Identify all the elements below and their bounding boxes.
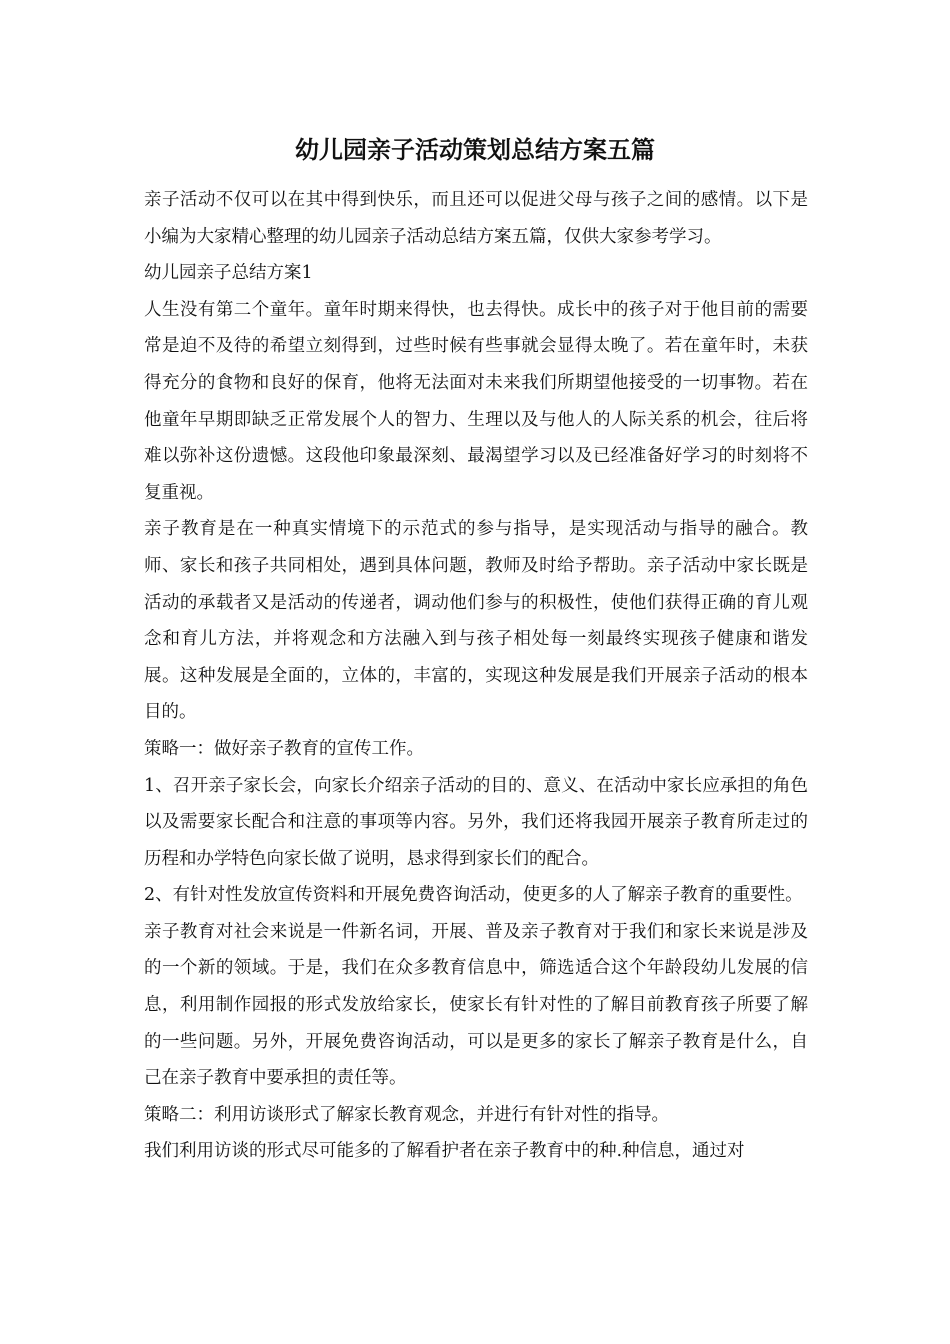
document-body [144, 182, 808, 1170]
intro-paragraph: 亲子活动不仅可以在其中得到快乐，而且还可以促进父母与孩子之间的感情。以下是小编为大家精心整理的幼儿园亲子活动总结方案五篇，仅供大家参考学习。 [144, 190, 808, 247]
section-heading: 幼儿园亲子总结方案1 [144, 263, 313, 284]
list-item: 1、召开亲子家长会，向家长介绍亲子活动的目的、意义、在活动中家长应承担的角色以及需要家长配合和注意的事项等内容。另外，我们还将我园开展亲子教育所走过的历程和办学特色向家长做了说明，恳求得到家长们的配合。 [144, 775, 808, 869]
body-paragraph: 我们利用访谈的形式尽可能多的了解看护者在亲子教育中的种.种信息，通过对 [144, 1141, 745, 1162]
strategy-heading: 策略二：利用访谈形式了解家长教育观念，并进行有针对性的指导。 [144, 1104, 669, 1125]
document-title: 幼儿园亲子活动策划总结方案五篇 [295, 135, 655, 164]
body-paragraph: 人生没有第二个童年。童年时期来得快，也去得快。成长中的孩子对于他目前的需要常是迫不及待的希望立刻得到，过些时候有些事就会显得太晚了。若在童年时，未获得充分的食物和良好的保育，他将无法面对未来我们所期望他接受的一切事物。若在他童年早期即缺乏正常发展个人的智力、生理以及与他人的人际关系的机会，往后将难以弥补这份遗憾。这段他印象最深刻、最渴望学习以及已经准备好学习的时刻将不复重视。 [144, 299, 808, 503]
body-paragraph: 亲子教育是在一种真实情境下的示范式的参与指导，是实现活动与指导的融合。教师、家长和孩子共同相处，遇到具体问题，教师及时给予帮助。亲子活动中家长既是活动的承载者又是活动的传递者，调动他们参与的积极性，使他们获得正确的育儿观念和育儿方法，并将观念和方法融入到与孩子相处每一刻最终实现孩子健康和谐发展。这种发展是全面的，立体的，丰富的，实现这种发展是我们开展亲子活动的根本目的。 [144, 519, 808, 723]
body-paragraph: 亲子教育对社会来说是一件新名词，开展、普及亲子教育对于我们和家长来说是涉及的一个新的领域。于是，我们在众多教育信息中，筛选适合这个年龄段幼儿发展的信息，利用制作园报的形式发放给家长，使家长有针对性的了解目前教育孩子所要了解的一些问题。另外，开展免费咨询活动，可以是更多的家长了解亲子教育是什么，自己在亲子教育中要承担的责任等。 [144, 921, 808, 1089]
strategy-heading: 策略一：做好亲子教育的宣传工作。 [144, 738, 424, 759]
list-item: 2、有针对性发放宣传资料和开展免费咨询活动，使更多的人了解亲子教育的重要性。 [144, 885, 803, 906]
